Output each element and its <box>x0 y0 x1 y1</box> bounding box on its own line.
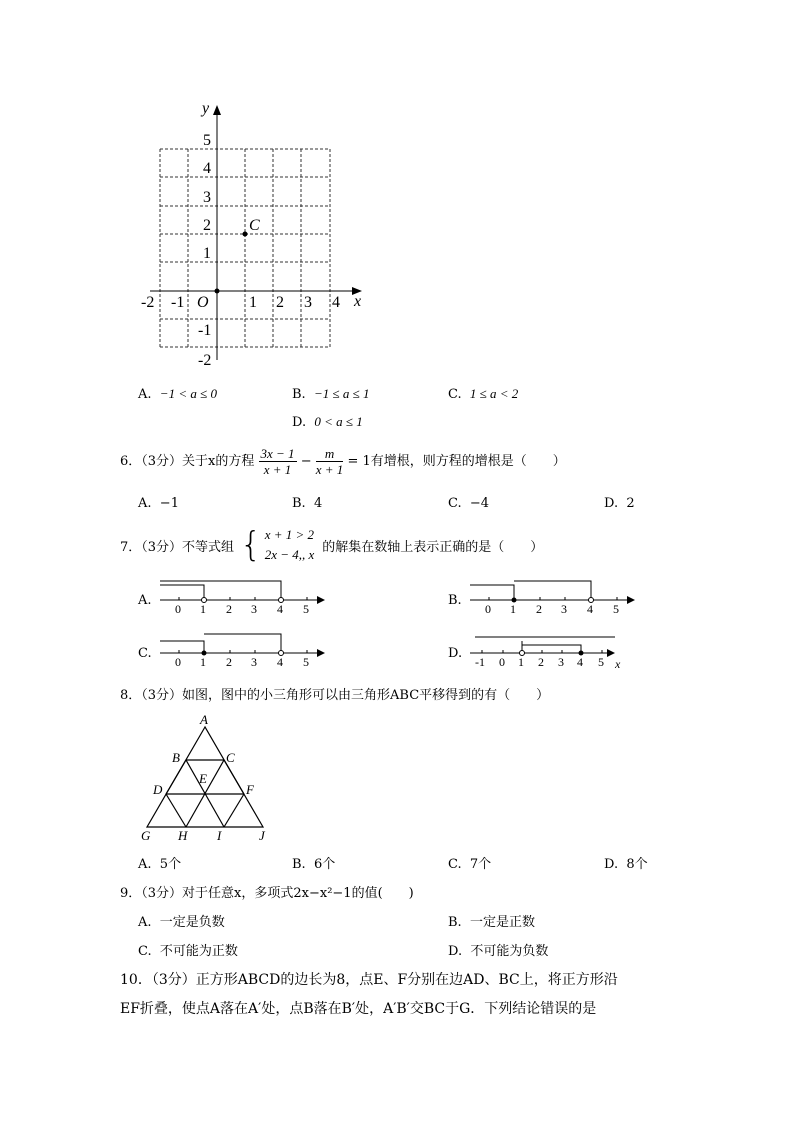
svg-text:5: 5 <box>303 602 309 614</box>
q7-option-d-letter[interactable]: D. <box>448 646 463 661</box>
svg-text:2: 2 <box>226 655 232 667</box>
svg-text:J: J <box>259 828 265 843</box>
brace-icon: { <box>240 525 262 565</box>
q6-fraction-2: $\frac{m}{x + 1}$ <box>315 446 344 477</box>
svg-text:D: D <box>153 782 163 797</box>
svg-text:2: 2 <box>538 655 544 669</box>
y-axis-label: y <box>202 100 210 117</box>
svg-text:4: 4 <box>577 655 583 669</box>
q7-system: x + 1 > 2 2x − 4,, x <box>264 527 315 562</box>
svg-text:H: H <box>178 828 188 843</box>
q5-option-c[interactable]: C. 1 ≤ a < 2 <box>448 386 519 402</box>
q6-option-a[interactable]: A. −1 <box>138 496 179 511</box>
q7-option-c-letter[interactable]: C. <box>138 646 152 661</box>
svg-text:1: 1 <box>510 602 516 614</box>
svg-text:I: I <box>217 828 222 843</box>
q9-option-d[interactable]: D. 不可能为负数 <box>448 944 549 959</box>
svg-text:3: 3 <box>561 602 567 614</box>
x-tick: -1 <box>171 294 185 311</box>
q6-option-b[interactable]: B. 4 <box>292 496 323 511</box>
svg-text:4: 4 <box>587 602 593 614</box>
q8-option-a[interactable]: A. 5个 <box>138 857 182 872</box>
q7-option-b-letter[interactable]: B. <box>448 593 462 608</box>
q5-option-d[interactable]: D. 0 < a ≤ 1 <box>292 414 363 430</box>
svg-text:5: 5 <box>613 602 619 614</box>
svg-text:1: 1 <box>200 655 206 667</box>
q5-option-b[interactable]: B. −1 ≤ a ≤ 1 <box>292 386 370 402</box>
q8-triangle-figure <box>135 710 285 845</box>
svg-text:C: C <box>226 750 235 765</box>
q6-stem: 6．（3分）关于x的方程 $\frac{3x - 1}{x + 1}$ − $\frac{m}{x + 1}$ = 1有增根，则方程的增根是（ ） <box>120 446 566 477</box>
y-tick: 3 <box>203 189 211 206</box>
q9-option-a[interactable]: A. 一定是负数 <box>138 915 225 930</box>
coordinate-grid-figure <box>130 95 380 375</box>
svg-text:5: 5 <box>303 655 309 667</box>
svg-text:1: 1 <box>200 602 206 614</box>
svg-text:5: 5 <box>598 655 604 669</box>
y-tick: 4 <box>203 160 211 177</box>
x-axis-label: x <box>354 293 362 310</box>
q7-numberline-d <box>465 631 635 671</box>
x-tick: 4 <box>332 294 340 311</box>
y-tick: -2 <box>198 352 212 369</box>
origin-label: O <box>197 294 209 311</box>
q8-option-d[interactable]: D. 8个 <box>604 857 648 872</box>
svg-text:-1: -1 <box>475 655 485 669</box>
svg-text:1: 1 <box>518 655 524 669</box>
svg-text:0: 0 <box>175 602 181 614</box>
svg-text:E: E <box>199 771 207 786</box>
q10-stem-line-2: EF折叠，使点A落在A′处，点B落在B′处，A′B′交BC于G．下列结论错误的是 <box>120 1001 597 1017</box>
q7-numberline-c <box>155 631 335 667</box>
svg-text:0: 0 <box>499 655 505 669</box>
q10-stem-line-1: 10．（3分）正方形ABCD的边长为8，点E、F分别在边AD、BC上，将正方形沿 <box>120 972 618 988</box>
q6-option-c[interactable]: C. −4 <box>448 496 490 511</box>
y-tick: -1 <box>198 322 212 339</box>
svg-text:3: 3 <box>251 655 257 667</box>
q5-option-a[interactable]: A. −1 < a ≤ 0 <box>138 386 217 402</box>
x-tick: -2 <box>141 294 155 311</box>
svg-text:G: G <box>141 828 151 843</box>
q9-stem: 9．（3分）对于任意x，多项式2x−x²−1的值( ) <box>120 886 414 901</box>
y-tick: 5 <box>203 132 211 149</box>
svg-text:0: 0 <box>485 602 491 614</box>
x-tick: 2 <box>276 294 284 311</box>
point-c-label: C <box>249 217 260 234</box>
x-tick: 1 <box>249 294 257 311</box>
q9-option-b[interactable]: B. 一定是正数 <box>448 915 535 930</box>
svg-text:4: 4 <box>277 655 283 667</box>
svg-text:B: B <box>172 750 180 765</box>
q7-stem: 7．（3分）不等式组 { x + 1 > 2 2x − 4,, x 的解集在数轴上表示正确的是（ ） <box>120 525 544 565</box>
q6-fraction-1: $\frac{3x - 1}{x + 1}$ <box>260 446 295 477</box>
svg-text:2: 2 <box>226 602 232 614</box>
q9-option-c[interactable]: C. 不可能为正数 <box>138 944 238 959</box>
q7-option-a-letter[interactable]: A. <box>138 593 152 608</box>
q8-stem: 8．（3分）如图，图中的小三角形可以由三角形ABC平移得到的有（ ） <box>120 688 550 703</box>
svg-text:x: x <box>615 657 621 671</box>
svg-text:F: F <box>246 782 254 797</box>
svg-text:0: 0 <box>175 655 181 667</box>
svg-text:A: A <box>200 712 208 727</box>
svg-text:4: 4 <box>277 602 283 614</box>
q8-option-b[interactable]: B. 6个 <box>292 857 336 872</box>
svg-text:3: 3 <box>558 655 564 669</box>
y-tick: 2 <box>203 217 211 234</box>
svg-text:3: 3 <box>251 602 257 614</box>
x-tick: 3 <box>304 294 312 311</box>
q8-option-c[interactable]: C. 7个 <box>448 857 492 872</box>
q6-option-d[interactable]: D. 2 <box>604 496 635 511</box>
q7-numberline-b <box>465 578 645 614</box>
y-tick: 1 <box>203 245 211 262</box>
q7-numberline-a <box>155 578 335 614</box>
svg-text:2: 2 <box>536 602 542 614</box>
